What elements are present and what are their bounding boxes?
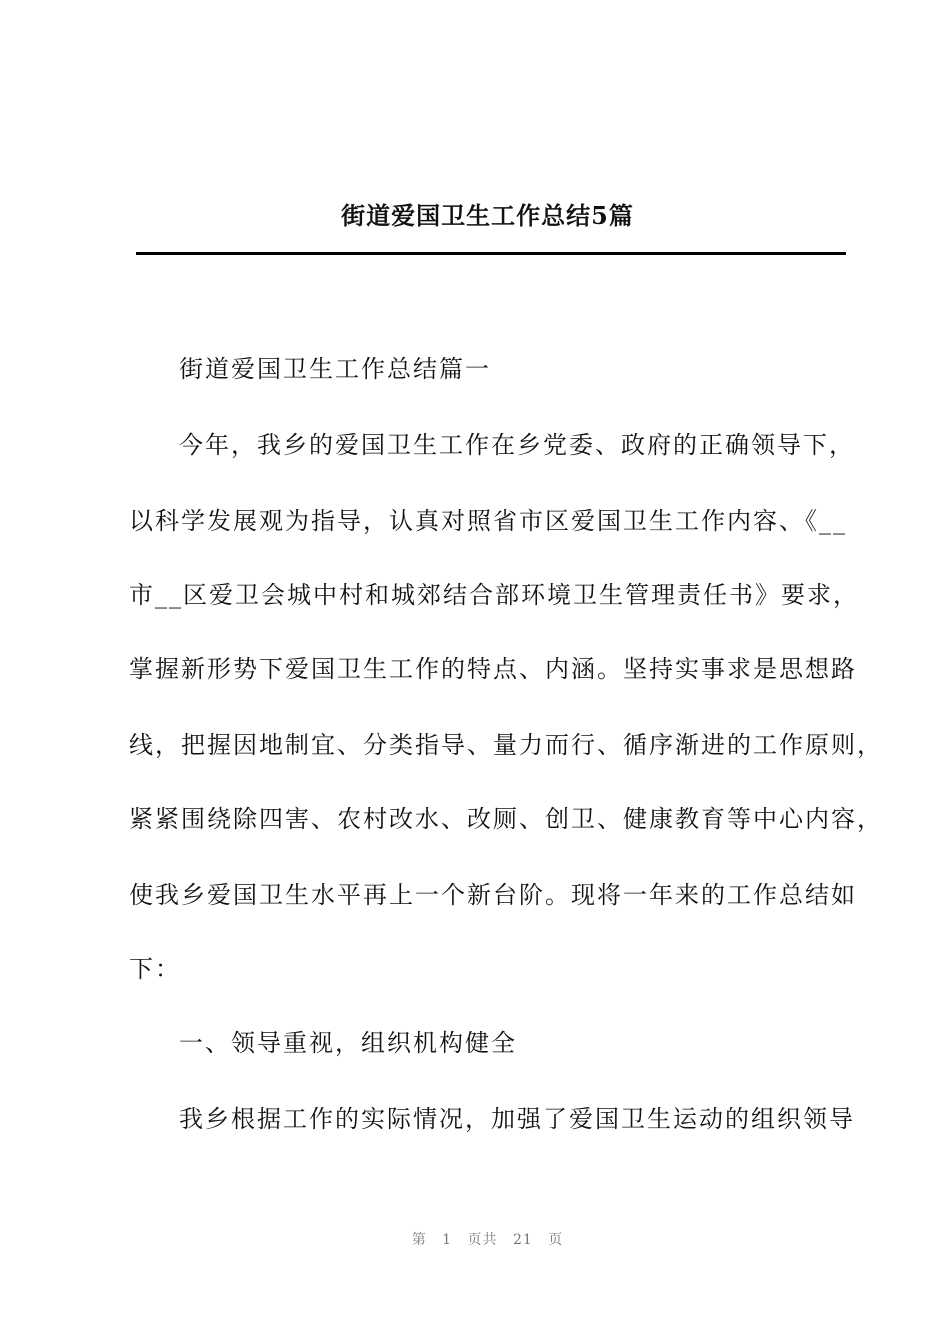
paragraph-line: 掌握新形势下爱国卫生工作的特点、内涵。坚持实事求是思想路 <box>129 655 857 683</box>
document-title: 街道爱国卫生工作总结5篇 <box>341 201 634 230</box>
page-number-footer: 第 1 页共 21 页 <box>411 1232 564 1248</box>
paragraph-line: 紧紧围绕除四害、农村改水、改厕、创卫、健康教育等中心内容， <box>129 805 883 833</box>
paragraph-line: 线，把握因地制宜、分类指导、量力而行、循序渐进的工作原则， <box>129 731 883 759</box>
paragraph-line: 使我乡爱国卫生水平再上一个新台阶。现将一年来的工作总结如 <box>129 881 857 909</box>
paragraph-line: 下： <box>129 955 181 983</box>
title-underline <box>136 252 846 255</box>
paragraph-line: 市__区爱卫会城中村和城郊结合部环境卫生管理责任书》要求， <box>129 581 859 609</box>
paragraph-line: 今年，我乡的爱国卫生工作在乡党委、政府的正确领导下， <box>179 431 855 459</box>
subsection-heading: 一、领导重视，组织机构健全 <box>179 1029 517 1057</box>
section-heading: 街道爱国卫生工作总结篇一 <box>179 355 491 383</box>
paragraph-line: 以科学发展观为指导，认真对照省市区爱国卫生工作内容、《__ <box>129 507 847 535</box>
paragraph-line: 我乡根据工作的实际情况，加强了爱国卫生运动的组织领导 <box>179 1105 855 1133</box>
